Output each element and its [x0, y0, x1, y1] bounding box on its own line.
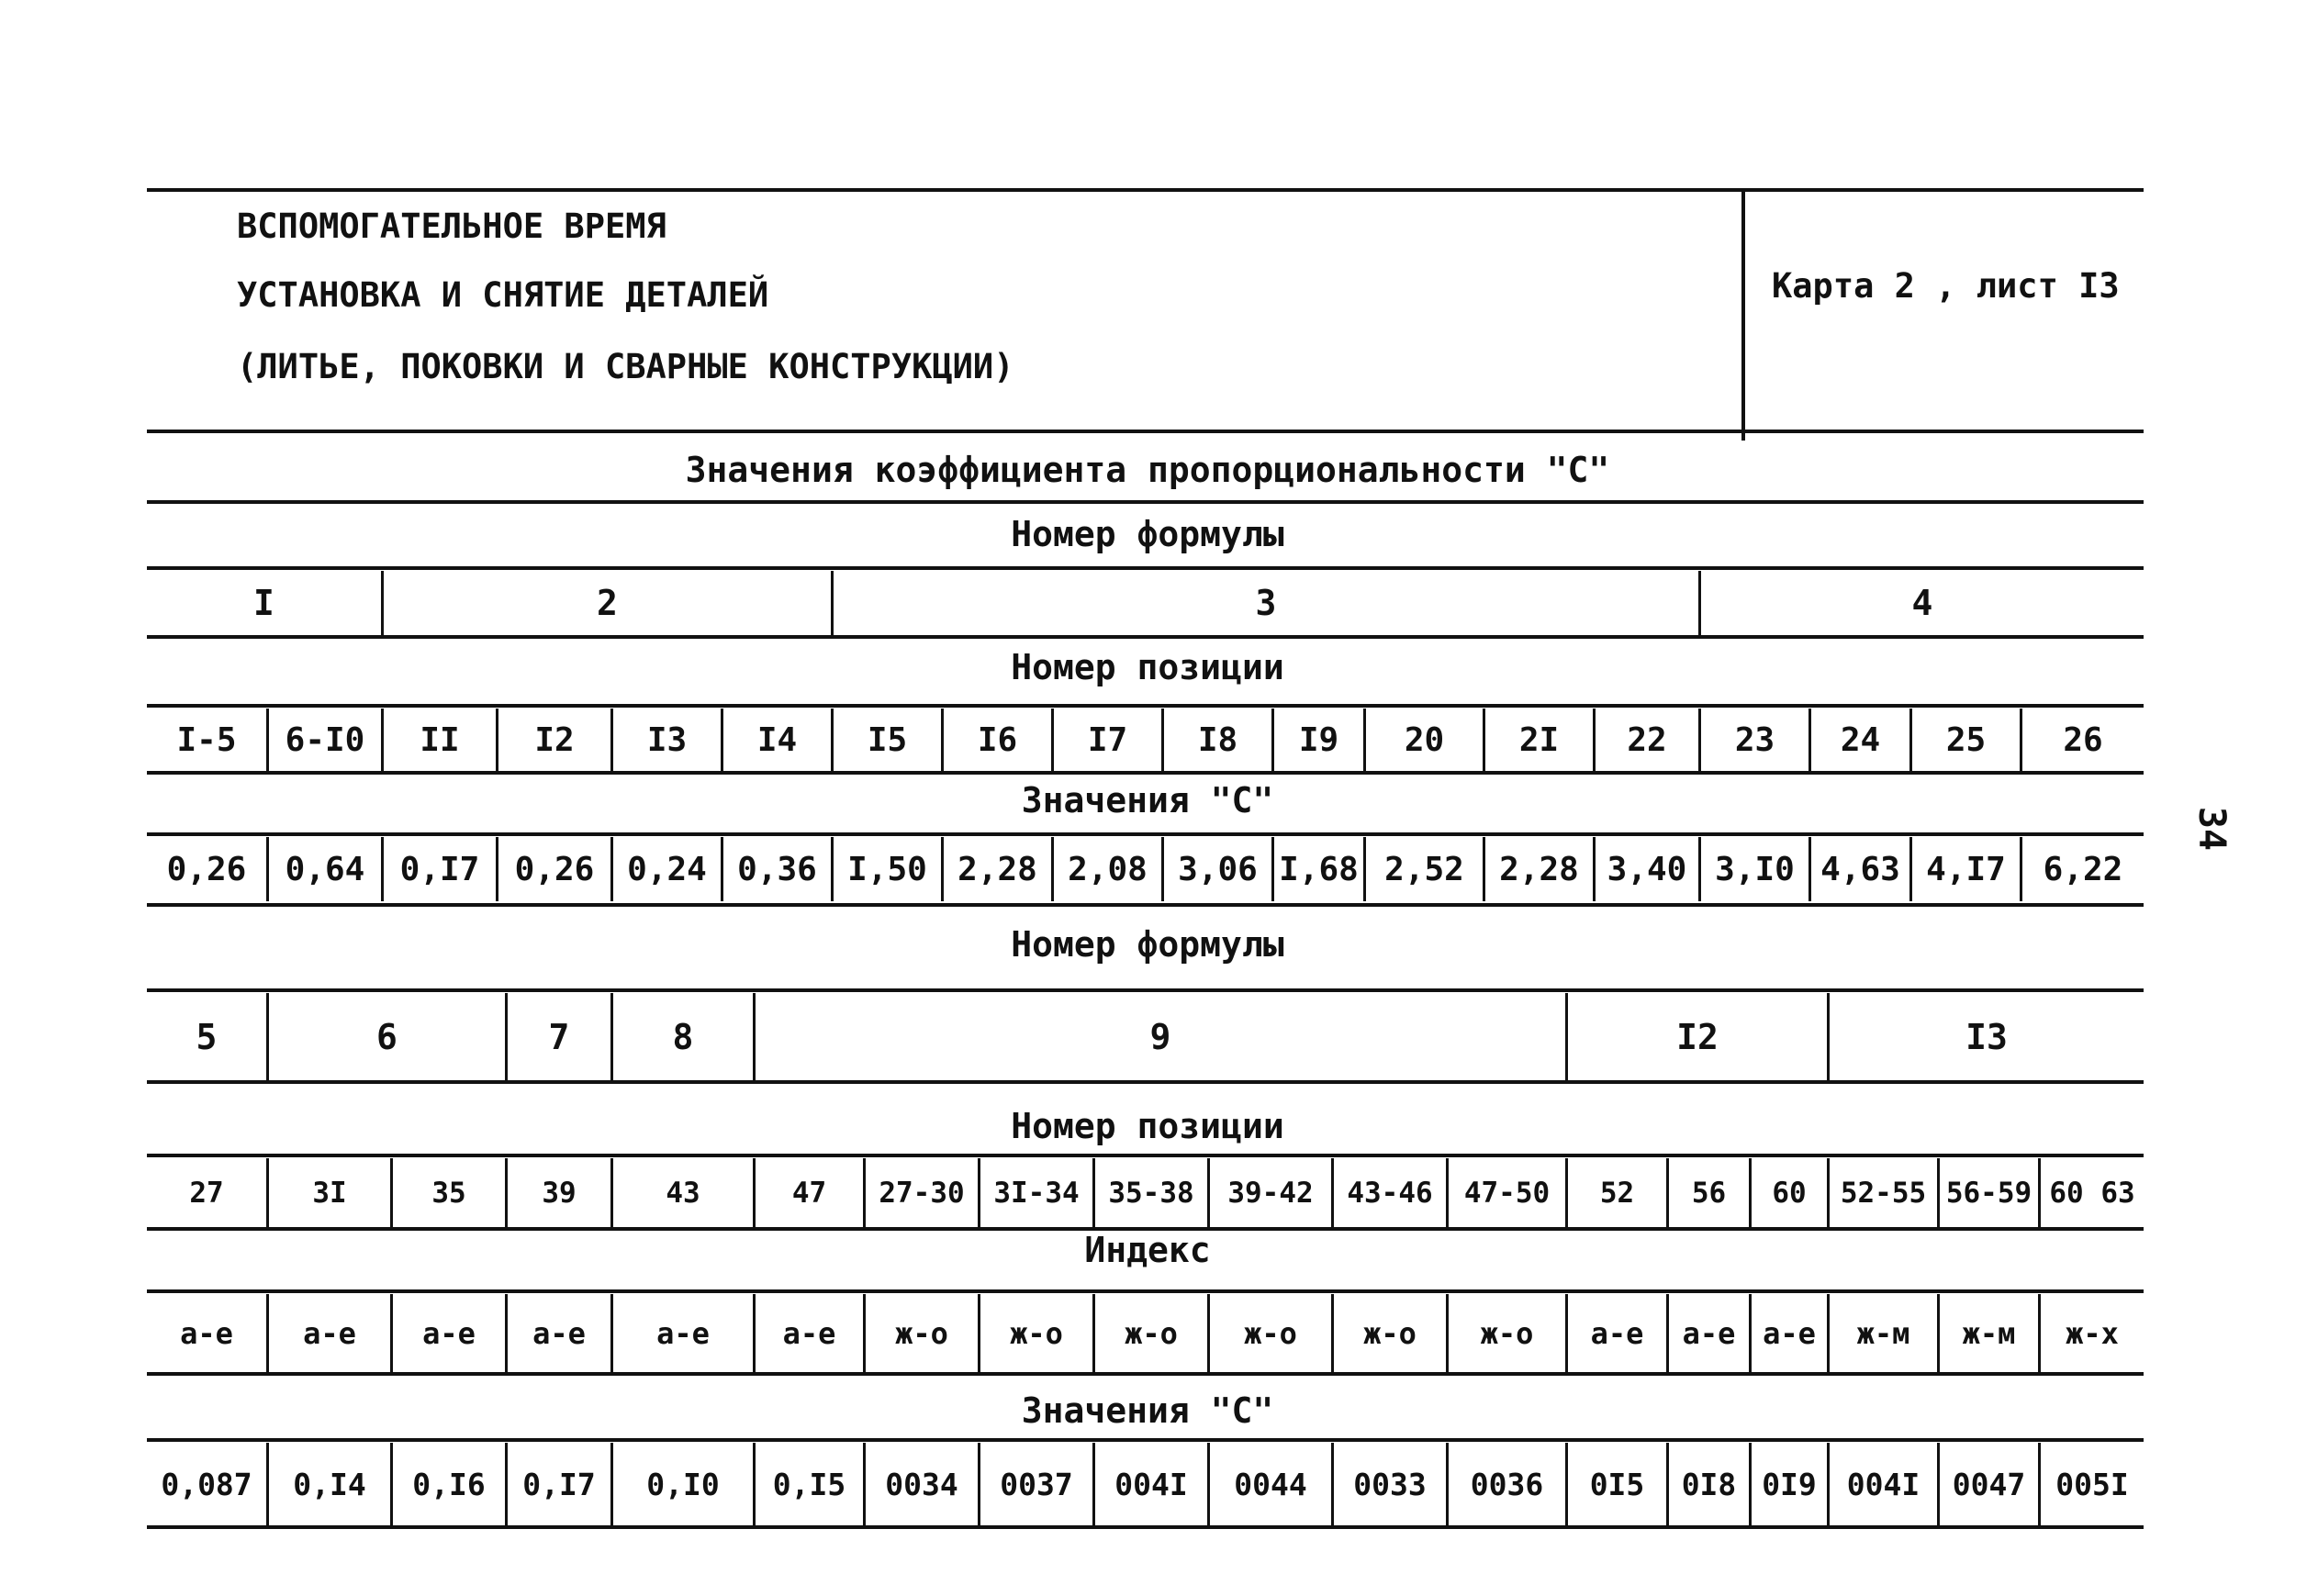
index-cell: ж-х: [2038, 1294, 2144, 1372]
index-cell: а-е: [1749, 1294, 1827, 1372]
value-cell: 4,63: [1808, 837, 1909, 901]
values-label-1: Значения "С": [1021, 780, 1274, 820]
position-cell: 3I: [266, 1158, 390, 1227]
index-label: Индекс: [1084, 1230, 1211, 1270]
value-cell: 2,28: [1483, 837, 1593, 901]
index-cell: ж-о: [1207, 1294, 1331, 1372]
value-cell: 6,22: [2020, 837, 2144, 901]
value-cell: 3,40: [1593, 837, 1698, 901]
index-cell: а-е: [1666, 1294, 1749, 1372]
position-cell: 35: [390, 1158, 505, 1227]
formula-cell: 8: [610, 993, 753, 1080]
value-cell: 0I5: [1565, 1443, 1666, 1525]
value-cell: 0,I5: [753, 1443, 863, 1525]
position-cell: 20: [1363, 709, 1483, 771]
formula-cell: 5: [196, 1016, 218, 1057]
value-cell: 0,087: [161, 1466, 252, 1502]
position-cell: 56-59: [1937, 1158, 2038, 1227]
value-cell: 004I: [1092, 1443, 1207, 1525]
position-cell: 6-I0: [266, 709, 381, 771]
position-cell: 43-46: [1331, 1158, 1446, 1227]
value-cell: 0034: [863, 1443, 978, 1525]
position-cell: 47: [753, 1158, 863, 1227]
position-cell: 52-55: [1827, 1158, 1937, 1227]
value-cell: 0047: [1937, 1443, 2038, 1525]
formula-cell: I: [253, 583, 274, 623]
value-cell: 0,I4: [266, 1443, 390, 1525]
position-cell: 22: [1593, 709, 1698, 771]
position-cell: 56: [1666, 1158, 1749, 1227]
header-materials: (ЛИТЬЕ, ПОКОВКИ И СВАРНЫЕ КОНСТРУКЦИИ): [237, 347, 1014, 386]
header-title: ВСПОМОГАТЕЛЬНОЕ ВРЕМЯ: [237, 206, 666, 246]
formula-cell: 2: [381, 571, 831, 635]
value-cell: I,68: [1271, 837, 1363, 901]
index-cell: ж-о: [863, 1294, 978, 1372]
position-cell: I3: [610, 709, 721, 771]
value-cell: 0,I7: [505, 1443, 610, 1525]
formula-cell: I2: [1565, 993, 1827, 1080]
position-cell: 39: [505, 1158, 610, 1227]
value-cell: 2,08: [1051, 837, 1161, 901]
formula-label-2: Номер формулы: [1011, 924, 1284, 965]
formula-label-1: Номер формулы: [1011, 514, 1284, 554]
position-cell: 23: [1698, 709, 1808, 771]
value-cell: 0044: [1207, 1443, 1331, 1525]
page-number: 34: [2190, 806, 2234, 852]
index-cell: а-е: [180, 1315, 233, 1351]
formula-cell: 6: [266, 993, 505, 1080]
position-cell: 52: [1565, 1158, 1666, 1227]
position-cell: 60 63: [2038, 1158, 2144, 1227]
position-cell: I7: [1051, 709, 1161, 771]
position-cell: I2: [496, 709, 610, 771]
values-label-2: Значения "С": [1021, 1390, 1274, 1431]
position-cell: 60: [1749, 1158, 1827, 1227]
position-cell: I8: [1161, 709, 1271, 771]
formula-cell: 9: [753, 993, 1565, 1080]
value-cell: 0I8: [1666, 1443, 1749, 1525]
position-cell: II: [381, 709, 496, 771]
position-cell: 25: [1909, 709, 2020, 771]
index-cell: а-е: [1565, 1294, 1666, 1372]
value-cell: 0,36: [721, 837, 831, 901]
value-cell: 0,I7: [381, 837, 496, 901]
table-title: Значения коэффициента пропорциональности "С": [685, 450, 1610, 490]
index-cell: ж-о: [978, 1294, 1092, 1372]
index-cell: а-е: [266, 1294, 390, 1372]
position-cell: 3I-34: [978, 1158, 1092, 1227]
position-cell: 2I: [1483, 709, 1593, 771]
position-cell: I-5: [176, 720, 237, 759]
position-cell: 27: [189, 1176, 224, 1210]
index-cell: ж-м: [1827, 1294, 1937, 1372]
header-subtitle: УСТАНОВКА И СНЯТИЕ ДЕТАЛЕЙ: [237, 275, 769, 315]
value-cell: 0036: [1446, 1443, 1565, 1525]
position-cell: 43: [610, 1158, 753, 1227]
position-cell: 27-30: [863, 1158, 978, 1227]
value-cell: 2,28: [941, 837, 1051, 901]
index-cell: а-е: [505, 1294, 610, 1372]
index-cell: а-е: [753, 1294, 863, 1372]
position-label-1: Номер позиции: [1011, 647, 1284, 687]
formula-cell: 4: [1698, 571, 2144, 635]
index-cell: ж-о: [1331, 1294, 1446, 1372]
value-cell: 0,26: [166, 850, 247, 888]
value-cell: I,50: [831, 837, 941, 901]
position-cell: 39-42: [1207, 1158, 1331, 1227]
card-sheet-label: Карта 2 , лист I3: [1772, 266, 2120, 306]
index-cell: а-е: [610, 1294, 753, 1372]
position-cell: 35-38: [1092, 1158, 1207, 1227]
value-cell: 0I9: [1749, 1443, 1827, 1525]
value-cell: 4,I7: [1909, 837, 2020, 901]
formula-cell: 3: [831, 571, 1698, 635]
value-cell: 0,64: [266, 837, 381, 901]
value-cell: 0033: [1331, 1443, 1446, 1525]
value-cell: 0037: [978, 1443, 1092, 1525]
value-cell: 0,26: [496, 837, 610, 901]
value-cell: 0,24: [610, 837, 721, 901]
index-cell: а-е: [390, 1294, 505, 1372]
value-cell: 3,I0: [1698, 837, 1808, 901]
position-cell: 47-50: [1446, 1158, 1565, 1227]
formula-cell: I3: [1827, 993, 2144, 1080]
index-cell: ж-о: [1092, 1294, 1207, 1372]
value-cell: 3,06: [1161, 837, 1271, 901]
position-cell: I6: [941, 709, 1051, 771]
position-label-2: Номер позиции: [1011, 1106, 1284, 1146]
value-cell: 2,52: [1363, 837, 1483, 901]
value-cell: 0,I0: [610, 1443, 753, 1525]
value-cell: 0,I6: [390, 1443, 505, 1525]
position-cell: 24: [1808, 709, 1909, 771]
position-cell: I4: [721, 709, 831, 771]
index-cell: ж-о: [1446, 1294, 1565, 1372]
value-cell: 004I: [1827, 1443, 1937, 1525]
value-cell: 005I: [2038, 1443, 2144, 1525]
position-cell: I5: [831, 709, 941, 771]
formula-cell: 7: [505, 993, 610, 1080]
index-cell: ж-м: [1937, 1294, 2038, 1372]
position-cell: I9: [1271, 709, 1363, 771]
position-cell: 26: [2020, 709, 2144, 771]
